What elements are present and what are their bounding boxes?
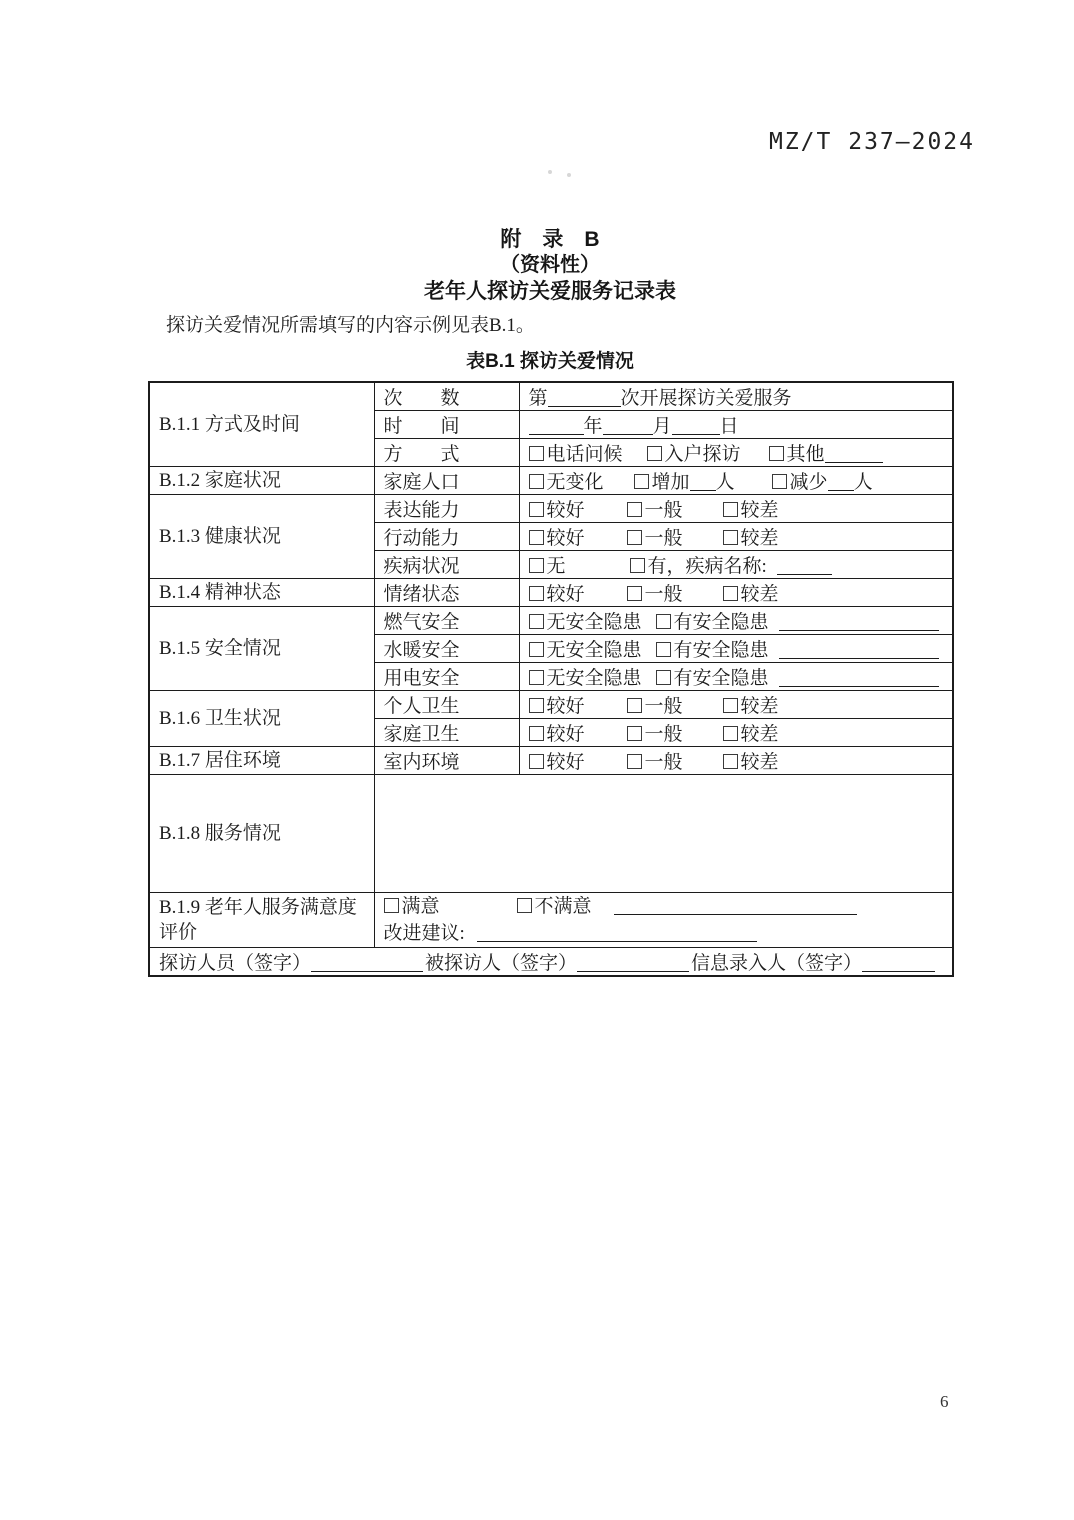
- checkbox-option[interactable]: [529, 556, 566, 577]
- appendix-form-title: 老年人探访关爱服务记录表: [424, 280, 676, 303]
- appendix-title: 附 录 B: [500, 228, 600, 251]
- blank-field[interactable]: [577, 957, 689, 972]
- checkbox-icon[interactable]: [627, 726, 642, 741]
- checkbox-label: 一般: [644, 500, 683, 521]
- spacer: [585, 739, 627, 740]
- table-row: [149, 579, 953, 607]
- spacer: [642, 627, 656, 628]
- content-line: [384, 893, 949, 920]
- field-content-cell: [519, 523, 953, 551]
- cell-text: 次开展探访关爱服务: [620, 388, 792, 409]
- table-row: [149, 691, 953, 719]
- checkbox-label: 电话问候: [546, 444, 623, 465]
- table-row: [149, 382, 953, 411]
- checkbox-icon[interactable]: [647, 446, 662, 461]
- checkbox-label: 满意: [401, 896, 440, 917]
- checkbox-icon[interactable]: [529, 670, 544, 685]
- checkbox-icon[interactable]: [723, 754, 738, 769]
- field-content-cell: [519, 551, 953, 579]
- checkbox-label: 无安全隐患: [546, 668, 642, 689]
- checkbox-label: 无: [546, 556, 566, 577]
- field-content-cell: [519, 635, 953, 663]
- checkbox-label: 无安全隐患: [546, 612, 642, 633]
- section-label-cell: B.1.3 健康状况: [149, 495, 374, 579]
- section-label-cell: B.1.8 服务情况: [149, 775, 374, 893]
- section-label-cell: B.1.5 安全情况: [149, 607, 374, 691]
- checkbox-option[interactable]: [627, 724, 683, 745]
- checkbox-option[interactable]: [723, 696, 779, 717]
- table-caption: 表B.1 探访关爱情况: [466, 351, 634, 372]
- checkbox-label: 一般: [644, 724, 683, 745]
- checkbox-label: 一般: [644, 752, 683, 773]
- scan-artifact: [548, 170, 552, 174]
- checkbox-icon[interactable]: [627, 586, 642, 601]
- signature-row-cell: [149, 948, 953, 977]
- cell-text: 日: [719, 416, 739, 437]
- checkbox-option[interactable]: [529, 584, 585, 605]
- checkbox-label: 较好: [546, 724, 585, 745]
- checkbox-label: 较差: [740, 528, 779, 549]
- checkbox-option[interactable]: [529, 640, 642, 661]
- spacer: [566, 571, 630, 572]
- field-label-cell: 方 式: [374, 439, 519, 467]
- field-label-cell: 水暖安全: [374, 635, 519, 663]
- spacer: [683, 599, 723, 600]
- blank-field[interactable]: [828, 476, 854, 491]
- field-label-cell: 家庭人口: [374, 467, 519, 495]
- blank-field[interactable]: [777, 560, 832, 575]
- checkbox-option[interactable]: [529, 612, 642, 633]
- cell-text: 被探访人（签字）: [425, 953, 578, 974]
- checkbox-option[interactable]: [656, 612, 769, 633]
- field-content-cell: [519, 691, 953, 719]
- satisfaction-cell: [374, 893, 953, 948]
- field-label-cell: 燃气安全: [374, 607, 519, 635]
- checkbox-option[interactable]: [627, 584, 683, 605]
- checkbox-option[interactable]: [634, 472, 690, 493]
- checkbox-label: 一般: [644, 584, 683, 605]
- checkbox-option[interactable]: [529, 752, 585, 773]
- checkbox-label: 较好: [546, 584, 585, 605]
- spacer: [735, 487, 772, 488]
- blank-field[interactable]: [477, 927, 757, 942]
- checkbox-icon[interactable]: [656, 614, 671, 629]
- checkbox-label: 较差: [740, 752, 779, 773]
- blank-field[interactable]: [311, 957, 423, 972]
- intro-paragraph: 探访关爱情况所需填写的内容示例见表B.1。: [166, 315, 535, 336]
- appendix-subtitle: （资料性）: [500, 254, 600, 276]
- checkbox-option[interactable]: [529, 696, 585, 717]
- checkbox-icon[interactable]: [723, 586, 738, 601]
- table-row: [149, 893, 953, 948]
- blank-field[interactable]: [862, 957, 935, 972]
- section-label-cell: B.1.7 居住环境: [149, 747, 374, 775]
- spacer: [585, 515, 627, 516]
- field-content-cell: [519, 719, 953, 747]
- field-label-cell: 时 间: [374, 411, 519, 439]
- checkbox-label: 其他: [786, 444, 825, 465]
- spacer: [683, 767, 723, 768]
- section-label-cell: B.1.6 卫生状况: [149, 691, 374, 747]
- checkbox-icon[interactable]: [769, 446, 784, 461]
- blank-field[interactable]: [779, 616, 939, 631]
- checkbox-label: 一般: [644, 528, 683, 549]
- section-label-cell: B.1.1 方式及时间: [149, 382, 374, 467]
- checkbox-label: 较好: [546, 696, 585, 717]
- field-content-cell: [519, 747, 953, 775]
- checkbox-label: 无变化: [546, 472, 604, 493]
- blank-field[interactable]: [825, 448, 883, 463]
- section-label-cell: B.1.2 家庭状况: [149, 467, 374, 495]
- checkbox-icon[interactable]: [529, 754, 544, 769]
- checkbox-icon[interactable]: [529, 698, 544, 713]
- checkbox-label: 较差: [740, 500, 779, 521]
- service-notes-cell[interactable]: [374, 775, 953, 893]
- checkbox-label: 无安全隐患: [546, 640, 642, 661]
- checkbox-icon[interactable]: [627, 698, 642, 713]
- checkbox-option[interactable]: [529, 668, 642, 689]
- cell-text: 探访人员（签字）: [159, 953, 312, 974]
- spacer: [683, 515, 723, 516]
- spacer: [585, 711, 627, 712]
- checkbox-icon[interactable]: [656, 670, 671, 685]
- checkbox-option[interactable]: [647, 444, 741, 465]
- blank-field[interactable]: [672, 420, 720, 435]
- blank-field[interactable]: [779, 672, 939, 687]
- checkbox-option[interactable]: [723, 584, 779, 605]
- appendix-title-block: [148, 227, 952, 305]
- spacer: [769, 683, 779, 684]
- field-content-cell: [519, 439, 953, 467]
- spacer: [769, 655, 779, 656]
- checkbox-icon[interactable]: [656, 642, 671, 657]
- cell-text: 年: [583, 416, 603, 437]
- spacer: [585, 767, 627, 768]
- table-row: [149, 775, 953, 893]
- checkbox-label: 较好: [546, 528, 585, 549]
- spacer: [604, 487, 634, 488]
- field-content-cell: [519, 467, 953, 495]
- checkbox-icon[interactable]: [517, 898, 532, 913]
- checkbox-option[interactable]: [723, 500, 779, 521]
- spacer: [623, 459, 647, 460]
- checkbox-icon[interactable]: [384, 898, 399, 913]
- checkbox-label: 较差: [740, 696, 779, 717]
- checkbox-label: 增加: [651, 472, 690, 493]
- cell-text: 第: [528, 388, 548, 409]
- checkbox-icon[interactable]: [723, 698, 738, 713]
- field-content-cell: [519, 495, 953, 523]
- spacer: [767, 571, 777, 572]
- checkbox-icon[interactable]: [627, 530, 642, 545]
- checkbox-label: 较好: [546, 752, 585, 773]
- checkbox-option[interactable]: [627, 500, 683, 521]
- spacer: [769, 627, 779, 628]
- blank-field[interactable]: [529, 420, 584, 435]
- checkbox-icon[interactable]: [529, 614, 544, 629]
- section-label-cell: B.1.4 精神状态: [149, 579, 374, 607]
- checkbox-option[interactable]: [529, 528, 585, 549]
- checkbox-option[interactable]: [630, 556, 767, 577]
- checkbox-option[interactable]: [656, 668, 769, 689]
- blank-field[interactable]: [548, 392, 621, 407]
- field-label-cell: 表达能力: [374, 495, 519, 523]
- checkbox-icon[interactable]: [723, 530, 738, 545]
- checkbox-label: 有，疾病名称:: [647, 556, 767, 577]
- spacer: [585, 543, 627, 544]
- checkbox-icon[interactable]: [772, 474, 787, 489]
- standard-number: MZ/T 237—2024: [768, 129, 975, 155]
- field-label-cell: 情绪状态: [374, 579, 519, 607]
- checkbox-label: 较好: [546, 500, 585, 521]
- field-content-cell: [519, 663, 953, 691]
- checkbox-option[interactable]: [656, 640, 769, 661]
- spacer: [585, 599, 627, 600]
- cell-text: 改进建议:: [383, 923, 465, 944]
- checkbox-option[interactable]: [772, 472, 828, 493]
- spacer: [642, 655, 656, 656]
- table-row: [149, 607, 953, 635]
- cell-text: 人: [853, 472, 873, 493]
- field-label-cell: 个人卫生: [374, 691, 519, 719]
- checkbox-icon[interactable]: [529, 446, 544, 461]
- checkbox-option[interactable]: [529, 500, 585, 521]
- field-content-cell: [519, 607, 953, 635]
- checkbox-icon[interactable]: [634, 474, 649, 489]
- field-content-cell: [519, 579, 953, 607]
- field-label-cell: 次 数: [374, 382, 519, 411]
- blank-field[interactable]: [690, 476, 716, 491]
- checkbox-label: 入户探访: [664, 444, 741, 465]
- checkbox-label: 不满意: [534, 896, 592, 917]
- spacer: [683, 543, 723, 544]
- field-label-cell: 家庭卫生: [374, 719, 519, 747]
- checkbox-icon[interactable]: [529, 642, 544, 657]
- checkbox-option[interactable]: [723, 724, 779, 745]
- section-label-cell: B.1.9 老年人服务满意度评价: [149, 893, 374, 948]
- checkbox-option[interactable]: [627, 752, 683, 773]
- blank-field[interactable]: [614, 900, 857, 915]
- checkbox-label: 有安全隐患: [673, 612, 769, 633]
- spacer: [465, 938, 477, 939]
- spacer: [592, 911, 614, 912]
- checkbox-icon[interactable]: [723, 502, 738, 517]
- table-row: [149, 495, 953, 523]
- checkbox-option[interactable]: [517, 896, 592, 917]
- checkbox-icon[interactable]: [529, 726, 544, 741]
- checkbox-option[interactable]: [769, 444, 825, 465]
- field-label-cell: 行动能力: [374, 523, 519, 551]
- cell-text: 人: [715, 472, 735, 493]
- spacer: [741, 459, 769, 460]
- spacer: [440, 911, 517, 912]
- checkbox-icon[interactable]: [627, 754, 642, 769]
- field-content-cell: [519, 411, 953, 439]
- field-label-cell: 室内环境: [374, 747, 519, 775]
- checkbox-option[interactable]: [529, 472, 604, 493]
- spacer: [642, 683, 656, 684]
- cell-text: 信息录入人（签字）: [691, 953, 863, 974]
- checkbox-option[interactable]: [384, 896, 440, 917]
- checkbox-option[interactable]: [723, 528, 779, 549]
- checkbox-label: 一般: [644, 696, 683, 717]
- checkbox-icon[interactable]: [529, 586, 544, 601]
- checkbox-icon[interactable]: [627, 502, 642, 517]
- visit-record-table: [148, 381, 954, 977]
- field-content-cell: [519, 382, 953, 411]
- checkbox-option[interactable]: [529, 724, 585, 745]
- checkbox-label: 较差: [740, 724, 779, 745]
- checkbox-label: 有安全隐患: [673, 668, 769, 689]
- checkbox-label: 减少: [789, 472, 828, 493]
- blank-field[interactable]: [779, 644, 939, 659]
- checkbox-option[interactable]: [627, 696, 683, 717]
- blank-field[interactable]: [603, 420, 653, 435]
- checkbox-icon[interactable]: [723, 726, 738, 741]
- scan-artifact: [567, 173, 571, 177]
- field-label-cell: 疾病状况: [374, 551, 519, 579]
- checkbox-icon[interactable]: [529, 558, 544, 573]
- table-row: [149, 467, 953, 495]
- checkbox-option[interactable]: [627, 528, 683, 549]
- page-number: 6: [940, 1392, 949, 1411]
- cell-text: 月: [652, 416, 672, 437]
- field-label-cell: 用电安全: [374, 663, 519, 691]
- checkbox-label: 较差: [740, 584, 779, 605]
- content-line: [384, 920, 949, 947]
- checkbox-icon[interactable]: [529, 530, 544, 545]
- spacer: [683, 711, 723, 712]
- checkbox-icon[interactable]: [529, 502, 544, 517]
- table-row: [149, 747, 953, 775]
- spacer: [683, 739, 723, 740]
- checkbox-option[interactable]: [529, 444, 623, 465]
- checkbox-icon[interactable]: [529, 474, 544, 489]
- checkbox-icon[interactable]: [630, 558, 645, 573]
- checkbox-option[interactable]: [723, 752, 779, 773]
- table-row: [149, 948, 953, 977]
- checkbox-label: 有安全隐患: [673, 640, 769, 661]
